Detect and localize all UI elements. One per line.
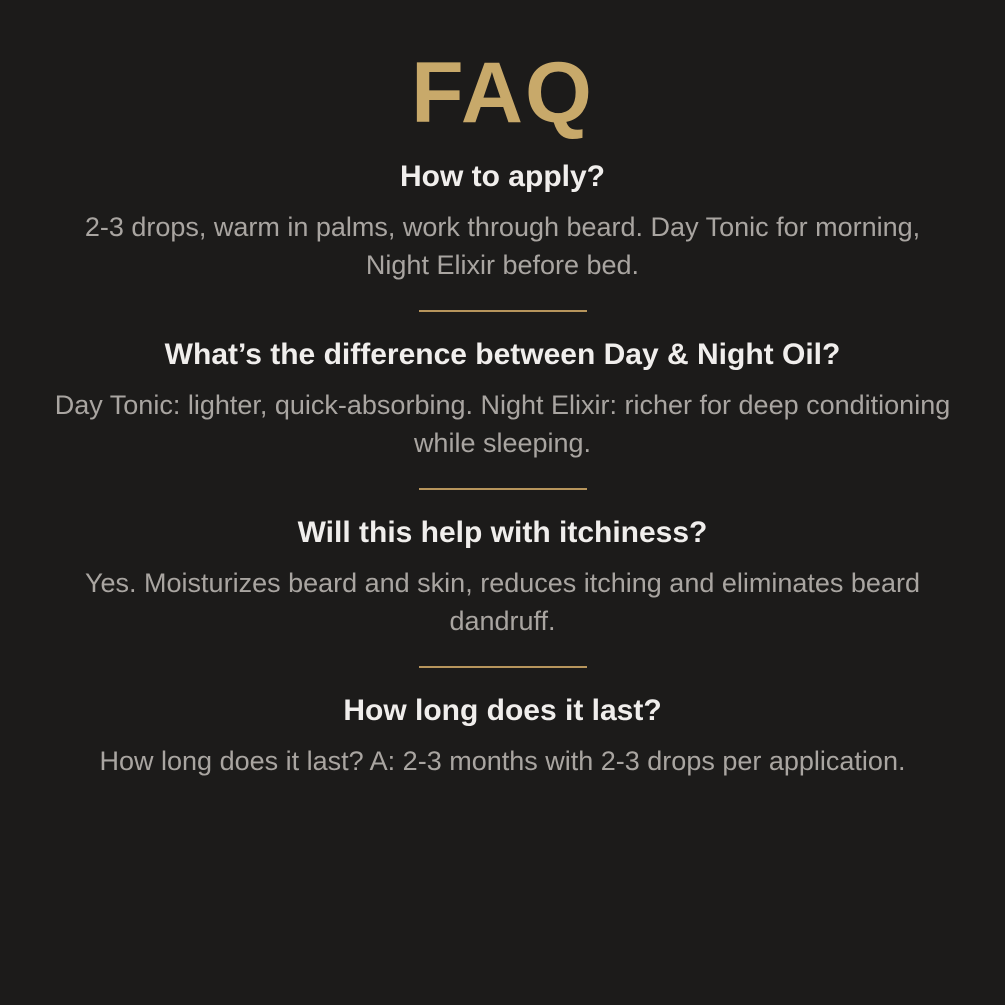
section-divider (419, 666, 587, 668)
faq-item-4 (40, 692, 965, 780)
faq-item-3 (40, 514, 965, 640)
section-divider (419, 310, 587, 312)
faq-answer: Yes. Moisturizes beard and skin, reduces itching and eliminates beard dandruff. (85, 567, 920, 637)
faq-answer: Day Tonic: lighter, quick-absorbing. Night Elixir: richer for deep conditioning while sleeping. (54, 389, 951, 458)
faq-question: How to apply? (400, 160, 605, 193)
page-title: FAQ (411, 45, 594, 141)
faq-question: Will this help with itchiness? (297, 516, 708, 550)
faq-answer: How long does it last? A: 2-3 months with 2-3 drops per application. (99, 745, 906, 776)
faq-question: What’s the difference between Day & Night Oil? (164, 338, 841, 372)
faq-answer: 2-3 drops, warm in palms, work through beard. Day Tonic for morning, Night Elixir before bed. (84, 211, 921, 280)
section-divider (419, 488, 587, 490)
faq-item-2 (40, 336, 965, 462)
faq-item-1 (40, 158, 965, 284)
faq-question: How long does it last? (343, 694, 662, 728)
